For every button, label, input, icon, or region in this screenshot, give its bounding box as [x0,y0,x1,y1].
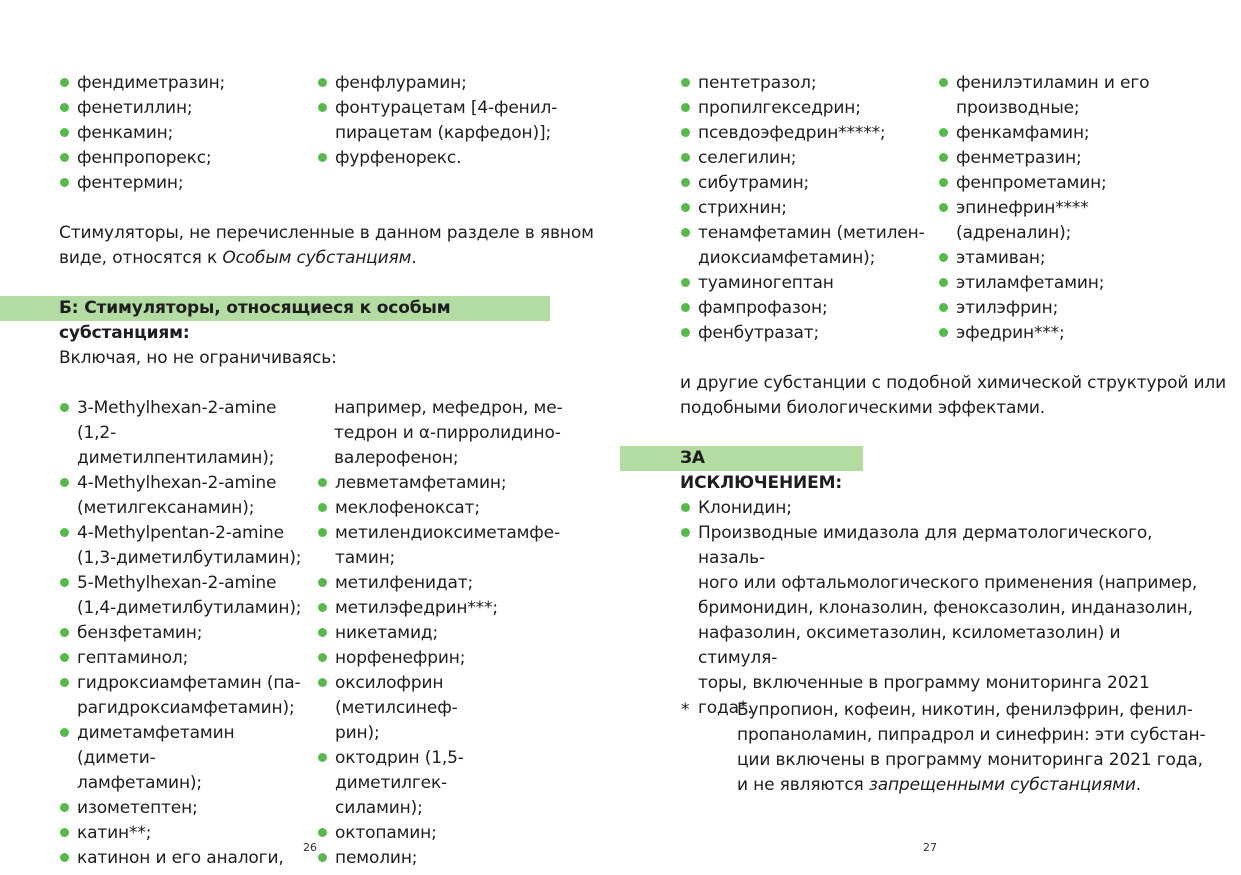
list-item: этиламфетамин; [938,271,1188,296]
list-item: метилэфедрин***; [317,596,567,621]
exception-heading: ЗА ИСКЛЮЧЕНИЕМ: [680,448,843,493]
list-item: норфенефрин; [317,646,567,671]
exceptions-list [680,496,1200,721]
list-item: фентермин; [59,171,299,196]
list-item: 4-Methylhexan-2-amine (метилгексанамин); [59,471,309,521]
list-item: изометептен; [59,796,309,821]
list-item: Клонидин; [680,496,1200,521]
list-item: фенфлурамин; [317,71,577,96]
list-item: эпинефрин**** (адреналин); [938,196,1188,246]
list-item: пропилгекседрин; [680,96,930,121]
footnote-line2: пропаноламин, пипрадрол и синефрин: эти субстан- [737,725,1206,745]
other-substances-line2: подобными биологическими эффектами. [680,398,1046,418]
footnote-italic: запрещенными субстанциями [868,775,1136,795]
top-list-left-col1 [59,71,299,196]
list-item: гидроксиамфетамин (па- рагидроксиамфетамин); [59,671,309,721]
footnote-line3: ции включены в программу мониторинга 2021 года, [737,750,1203,770]
stimulants-note-line2-prefix: виде, относятся к [59,248,223,268]
section-b-heading-band [0,296,550,343]
list-item: сибутрамин; [680,171,930,196]
list-item: метилфенидат; [317,571,567,596]
list-item: туаминогептан [680,271,930,296]
list-item: селегилин; [680,146,930,171]
top-list-left-col2 [317,71,577,171]
substances-list-left-col2 [317,471,567,871]
list-item: фенпропорекс; [59,146,299,171]
list-item: фенетиллин; [59,96,299,121]
other-substances-line1: и другие субстанции с подобной химической структурой или [680,373,1227,393]
stimulants-note [59,221,594,271]
list-item: псевдоэфедрин*****; [680,121,930,146]
list-item: эфедрин***; [938,321,1188,346]
footnote-line4-suffix: . [1135,775,1141,795]
list-item: фенкамин; [59,121,299,146]
list-item: Производные имидазола для дерматологического, назаль- ного или офтальмологического применения (например, бримонидин, клоназолин, феноксазолин, инданазолин, нафазолин, оксиметазолин, ксилометазолин) и стимуля- торы, включенные в программу мониторинга 2021 года*. [680,521,1200,721]
substances-list-right-col2 [938,71,1188,346]
list-item: фендиметразин; [59,71,299,96]
list-item: катинон и его аналоги, [59,846,309,871]
stimulants-note-line1: Стимуляторы, не перечисленные в данном разделе в явном [59,223,594,243]
list-item: метилендиоксиметамфе- тамин; [317,521,567,571]
footnote-line1: Бупропион, кофеин, никотин, фенилэфрин, фенил- [737,700,1193,720]
list-item: стрихнин; [680,196,930,221]
substances-list-left-col1 [59,396,309,871]
list-item: меклофеноксат; [317,496,567,521]
list-item: 3-Methylhexan-2-amine (1,2-диметилпентиламин); [59,396,309,471]
section-b-heading: Б: Стимуляторы, относящиеся к особым субстанциям: [59,298,451,343]
list-item: катин**; [59,821,309,846]
list-item: фурфенорекс. [317,146,577,171]
including-text: Включая, но не ограничиваясь: [59,348,337,368]
list-item: пемолин; [317,846,567,871]
footnote-line4-prefix: и не являются [737,775,869,795]
list-item: фенметразин; [938,146,1188,171]
list-item: фонтурацетам [4-фенил- пирацетам (карфедон)]; [317,96,577,146]
list-item: фенпрометамин; [938,171,1188,196]
list-item: никетамид; [317,621,567,646]
footnote-marker: * [681,700,690,720]
footnote [737,698,1205,798]
list-item: этилэфрин; [938,296,1188,321]
list-item: этамиван; [938,246,1188,271]
list-item: левметамфетамин; [317,471,567,496]
list-item: диметамфетамин (димети- ламфетамин); [59,721,309,796]
list-item: тенамфетамин (метилен- диоксиамфетамин); [680,221,930,271]
page-number-left: 26 [303,841,317,854]
other-substances-note [680,371,1226,421]
list-item: фенкамфамин; [938,121,1188,146]
list-item: оксилофрин (метилсинеф- рин); [317,671,567,746]
list-item: гептаминол; [59,646,309,671]
list-item: пентетразол; [680,71,930,96]
list-item: фампрофазон; [680,296,930,321]
list-item: фенилэтиламин и его производные; [938,71,1188,121]
list-item: бензфетамин; [59,621,309,646]
list-item: октодрин (1,5-диметилгек- силамин); [317,746,567,821]
exception-heading-band [620,446,863,493]
substances-list-right-col1 [680,71,930,346]
list-item: 5-Methylhexan-2-amine (1,4-диметилбутиламин); [59,571,309,621]
list-item: октопамин; [317,821,567,846]
substances-col2-continuation: например, мефедрон, ме- тедрон и α-пирролидино- валерофенон; [334,398,563,468]
stimulants-note-line2-suffix: . [411,248,417,268]
list-item: фенбутразат; [680,321,930,346]
page-number-right: 27 [923,841,937,854]
list-item: 4-Methylpentan-2-amine (1,3-диметилбутиламин); [59,521,309,571]
stimulants-note-italic: Особым субстанциям [222,248,412,268]
